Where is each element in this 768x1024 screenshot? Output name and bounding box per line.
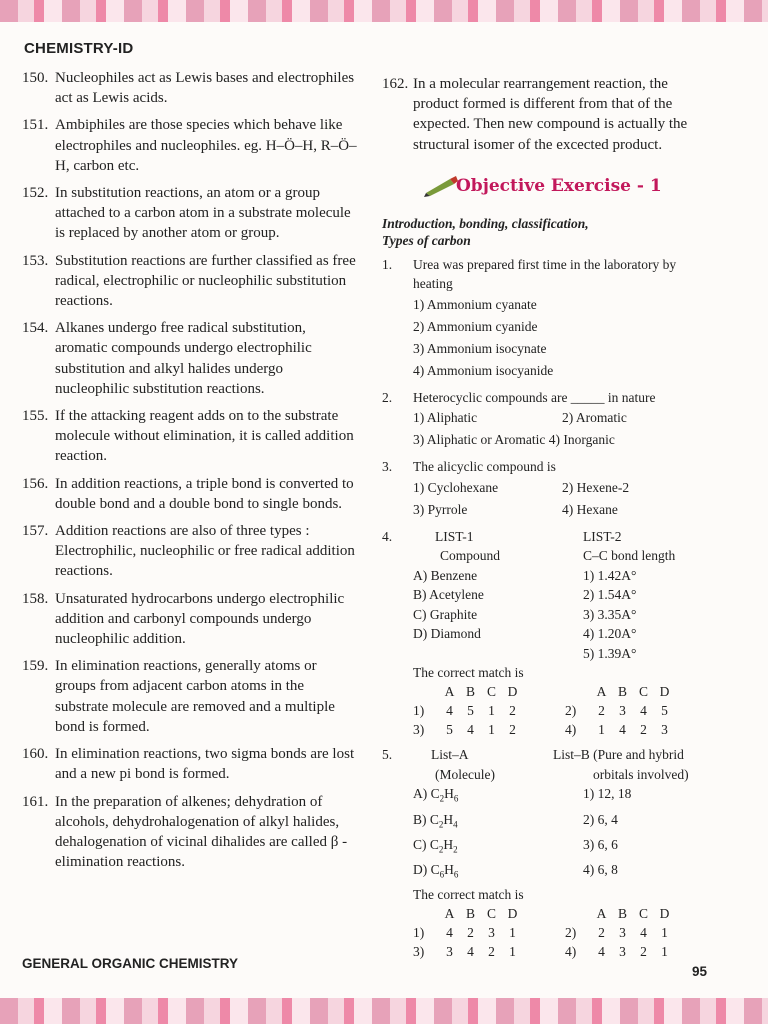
statement-159 (22, 656, 357, 737)
match-answer-value: 2 (488, 944, 495, 960)
match-header-row (413, 682, 717, 701)
statement-number: 155. (22, 408, 49, 425)
formula-part: 2 (439, 794, 445, 804)
list-a-item (413, 860, 583, 885)
option: 3) Ammonium isocynate (413, 340, 547, 356)
formula-part: 2 (438, 844, 444, 855)
statement-151 (22, 115, 357, 176)
match-label: The correct match is (413, 887, 524, 903)
decorative-bottom-band (0, 998, 768, 1024)
list-b-item: 1) 12, 18 (583, 786, 632, 802)
statement-number: 159. (22, 658, 49, 675)
statement-number: 150. (22, 70, 49, 86)
statement-number: 152. (22, 185, 49, 202)
statement-160 (22, 744, 357, 784)
list-2-item: 2) 1.54A° (583, 587, 637, 603)
statement-text: In a molecular rearrangement reaction, the product formed is different from that of the expected. Then new compound is actually the structural isomer of the excected product. (413, 76, 688, 153)
option: 4) Hexane (562, 501, 618, 517)
match-answer-value: 3 (661, 722, 668, 738)
objective-exercise-banner (424, 171, 717, 201)
match-column-letter: A (444, 684, 455, 700)
match-option-label: 4) (565, 722, 577, 738)
match-column-letter: B (465, 684, 475, 700)
match-answer-value: 2 (598, 925, 605, 941)
statement-number: 161. (22, 793, 49, 810)
list-1-item: A) Benzene (413, 567, 478, 583)
statement-152 (22, 183, 357, 244)
list-1-item: C) Graphite (413, 606, 478, 622)
formula-part: 6 (439, 869, 445, 880)
question-number: 2. (382, 389, 393, 405)
formula-part: 2 (438, 819, 444, 830)
list-1-item: B) Acetylene (413, 587, 484, 603)
formula-part: 6 (453, 869, 459, 880)
statement-number: 153. (22, 252, 49, 269)
match-list-table (413, 745, 717, 885)
match-header-row (413, 904, 717, 923)
formula-part: H (443, 836, 454, 852)
match-answer-value: 1 (598, 722, 605, 738)
match-answer-value: 2 (509, 722, 516, 738)
option: 4) Ammonium isocyanide (413, 362, 554, 378)
match-answer-value: 5 (467, 703, 474, 719)
match-answer-value: 2 (640, 944, 647, 960)
match-column-letter: D (659, 684, 670, 700)
match-option-row (413, 701, 717, 720)
match-label: The correct match is (413, 665, 524, 681)
match-column-letter: A (596, 684, 607, 700)
match-answer-value: 2 (598, 703, 605, 719)
list-1-item: D) Diamond (413, 626, 481, 642)
match-answer-value: 2 (467, 925, 474, 941)
list-b-item: 2) 6, 4 (583, 811, 618, 827)
statement-text: In elimination reactions, generally atoms or groups from adjacent carbon atoms in the substrate molecule are removed and a multiple bond is formed. (55, 658, 335, 735)
statement-162 (382, 74, 717, 155)
formula-part: 6 (453, 794, 459, 804)
match-answer-value: 4 (467, 722, 474, 738)
statement-text: Ambiphiles are those species which behave like electrophiles and nucleophiles. eg. H–Ö–H, R–Ö–H, carbon etc. (55, 117, 357, 174)
statement-text: In elimination reactions, two sigma bonds are lost and a new pi bond is formed. (55, 746, 355, 783)
match-answer-value: 4 (467, 944, 474, 960)
formula-part: H (444, 786, 454, 802)
option: 2) Aromatic (562, 410, 627, 426)
statement-text: In the preparation of alkenes; dehydration of alcohols, dehydrohalogenation of alkyl halides, dehalogenation of vicinal dihalides are called β -elimination reactions. (55, 793, 348, 871)
statement-number: 151. (22, 117, 49, 134)
list-1-heading: LIST-1 (435, 528, 474, 544)
match-answer-value: 5 (446, 722, 453, 738)
statement-158 (22, 589, 357, 650)
match-answer-value: 1 (661, 944, 668, 960)
match-answer-value: 3 (619, 944, 626, 960)
list-2-item: 4) 1.20A° (583, 626, 637, 642)
match-answer-value: 3 (619, 703, 626, 719)
statement-text: Nucleophiles act as Lewis bases and electrophiles act as Lewis acids. (55, 70, 355, 107)
statement-number: 162. (382, 76, 409, 92)
list-b-item: 3) 6, 6 (583, 836, 618, 852)
statement-number: 157. (22, 523, 49, 540)
match-list-table (413, 527, 717, 664)
match-answer-value: 3 (488, 925, 495, 941)
statement-text: In addition reactions, a triple bond is converted to double bond and a double bond to single bonds. (55, 475, 354, 512)
option: 1) Ammonium cyanate (413, 296, 537, 312)
statement-text: Addition reactions are also of three types : Electrophilic, nucleophilic or free radical addition reactions. (55, 523, 355, 580)
pencil-icon (424, 175, 460, 197)
option: 3) Pyrrole (413, 501, 468, 517)
right-column (382, 74, 717, 961)
match-answer-value: 1 (488, 722, 495, 738)
match-option-row (413, 942, 717, 961)
question-text: Urea was prepared first time in the laboratory by heating (413, 256, 677, 292)
statement-text: Alkanes undergo free radical substitution, aromatic compounds undergo electrophilic substitution and alkyl halides undergo nucleophilic substitution reactions. (55, 320, 312, 397)
question-number: 1. (382, 256, 393, 272)
list-b-heading: List–B (Pure and hybrid (553, 747, 684, 763)
statement-154 (22, 318, 357, 399)
question-5 (382, 745, 717, 961)
statement-number: 156. (22, 475, 49, 492)
decorative-top-band (0, 0, 768, 22)
match-answer-value: 5 (661, 703, 668, 719)
question-number: 4. (382, 528, 393, 544)
section-heading-line1: Introduction, bonding, classification, (382, 215, 589, 231)
left-column (22, 68, 357, 879)
match-answer-value: 4 (640, 703, 647, 719)
formula-part: A) C (413, 786, 440, 802)
question-number: 3. (382, 459, 393, 475)
formula-part: 2 (453, 844, 458, 855)
option-row (413, 477, 717, 499)
match-column-letter: C (486, 906, 496, 922)
match-option-label: 2) (565, 925, 577, 941)
list-2-heading: LIST-2 (583, 528, 622, 544)
match-column-letter: A (596, 906, 607, 922)
option-row (413, 499, 717, 521)
statement-161 (22, 792, 357, 873)
statement-157 (22, 521, 357, 582)
list-a-item (413, 810, 583, 835)
match-column-letter: C (638, 684, 648, 700)
match-answer-value: 1 (509, 925, 516, 941)
statement-number: 154. (22, 320, 49, 337)
formula-part: D) C (413, 861, 440, 877)
question-text: Heterocyclic compounds are _____ in nature (413, 389, 656, 405)
match-option-label: 2) (565, 703, 577, 719)
statement-150 (22, 68, 357, 108)
match-column-letter: D (507, 684, 518, 700)
match-option-row (413, 923, 717, 942)
match-answer-value: 1 (509, 944, 516, 960)
statement-number: 158. (22, 590, 49, 607)
formula-part: H (443, 811, 454, 827)
question-text: The alicyclic compound is (413, 459, 556, 475)
match-option-label: 1) (413, 703, 425, 719)
match-column-letter: C (638, 906, 648, 922)
match-answer-value: 3 (446, 944, 453, 960)
option: 1) Cyclohexane (413, 479, 499, 495)
list-a-item (413, 835, 583, 860)
match-answer-value: 3 (619, 925, 626, 941)
match-option-label: 3) (413, 722, 425, 738)
formula-part: B) C (413, 811, 439, 827)
section-heading (382, 215, 717, 249)
match-column-letter: C (486, 684, 496, 700)
statement-number: 160. (22, 746, 49, 763)
formula-part: H (444, 861, 454, 877)
list-b-item: 4) 6, 8 (583, 861, 618, 877)
option-row (413, 407, 717, 429)
match-answer-value: 4 (598, 944, 605, 960)
question-2 (382, 388, 717, 452)
question-1 (382, 255, 717, 382)
match-answer-value: 2 (509, 703, 516, 719)
option: 2) Hexene-2 (562, 479, 630, 495)
match-options (413, 885, 717, 961)
match-column-letter: B (617, 684, 627, 700)
statement-155 (22, 406, 357, 467)
match-option-label: 1) (413, 925, 425, 941)
section-heading-line2: Types of carbon (382, 232, 471, 248)
list-2-subheading: C–C bond length (583, 548, 676, 564)
list-a-subheading: (Molecule) (435, 766, 495, 782)
match-option-label: 4) (565, 944, 577, 960)
statement-text: In substitution reactions, an atom or a group attached to a carbon atom in a substrate molecule is replaced by another atom or group. (55, 185, 351, 242)
option: 3) Aliphatic or Aromatic 4) Inorganic (413, 432, 615, 448)
match-answer-value: 2 (640, 722, 647, 738)
statement-text: Substitution reactions are further classified as free radical, electrophilic or nucleophilic substitution reactions. (55, 252, 356, 310)
list-2-item: 1) 1.42A° (583, 567, 637, 583)
match-column-letter: D (507, 906, 518, 922)
list-2-item: 3) 3.35A° (583, 606, 637, 622)
question-3 (382, 457, 717, 521)
list-1-subheading: Compound (440, 548, 501, 564)
match-option-row (413, 720, 717, 739)
match-option-label: 3) (413, 944, 425, 960)
match-column-letter: B (617, 906, 627, 922)
match-answer-value: 4 (446, 925, 453, 941)
question-number: 5. (382, 747, 393, 763)
statement-text: Unsaturated hydrocarbons undergo electrophilic addition and carbonyl compounds undergo nucleophilic addition. (55, 590, 345, 648)
match-answer-value: 4 (446, 703, 453, 719)
statement-text: If the attacking reagent adds on to the substrate molecule without elimination, it is called addition reaction. (55, 408, 354, 465)
match-options (413, 663, 717, 739)
match-column-letter: D (659, 906, 670, 922)
match-answer-value: 4 (640, 925, 647, 941)
option: 1) Aliphatic (413, 410, 478, 426)
match-answer-value: 1 (661, 925, 668, 941)
book-title: CHEMISTRY-ID (24, 40, 134, 57)
question-4 (382, 527, 717, 740)
match-column-letter: A (444, 906, 455, 922)
match-answer-value: 4 (619, 722, 626, 738)
list-a-item (413, 784, 583, 809)
formula-part: C) C (413, 836, 439, 852)
chapter-title: GENERAL ORGANIC CHEMISTRY (22, 956, 239, 971)
banner-title: Objective Exercise - 1 (456, 175, 662, 196)
option: 2) Ammonium cyanide (413, 318, 538, 334)
list-b-subheading: orbitals involved) (593, 766, 689, 782)
statement-153 (22, 251, 357, 312)
formula-part: 4 (453, 819, 458, 830)
match-answer-value: 1 (488, 703, 495, 719)
statement-156 (22, 474, 357, 514)
list-2-item: 5) 1.39A° (583, 645, 637, 661)
page-number: 95 (692, 964, 708, 979)
match-column-letter: B (465, 906, 475, 922)
list-a-heading: List–A (431, 747, 469, 763)
